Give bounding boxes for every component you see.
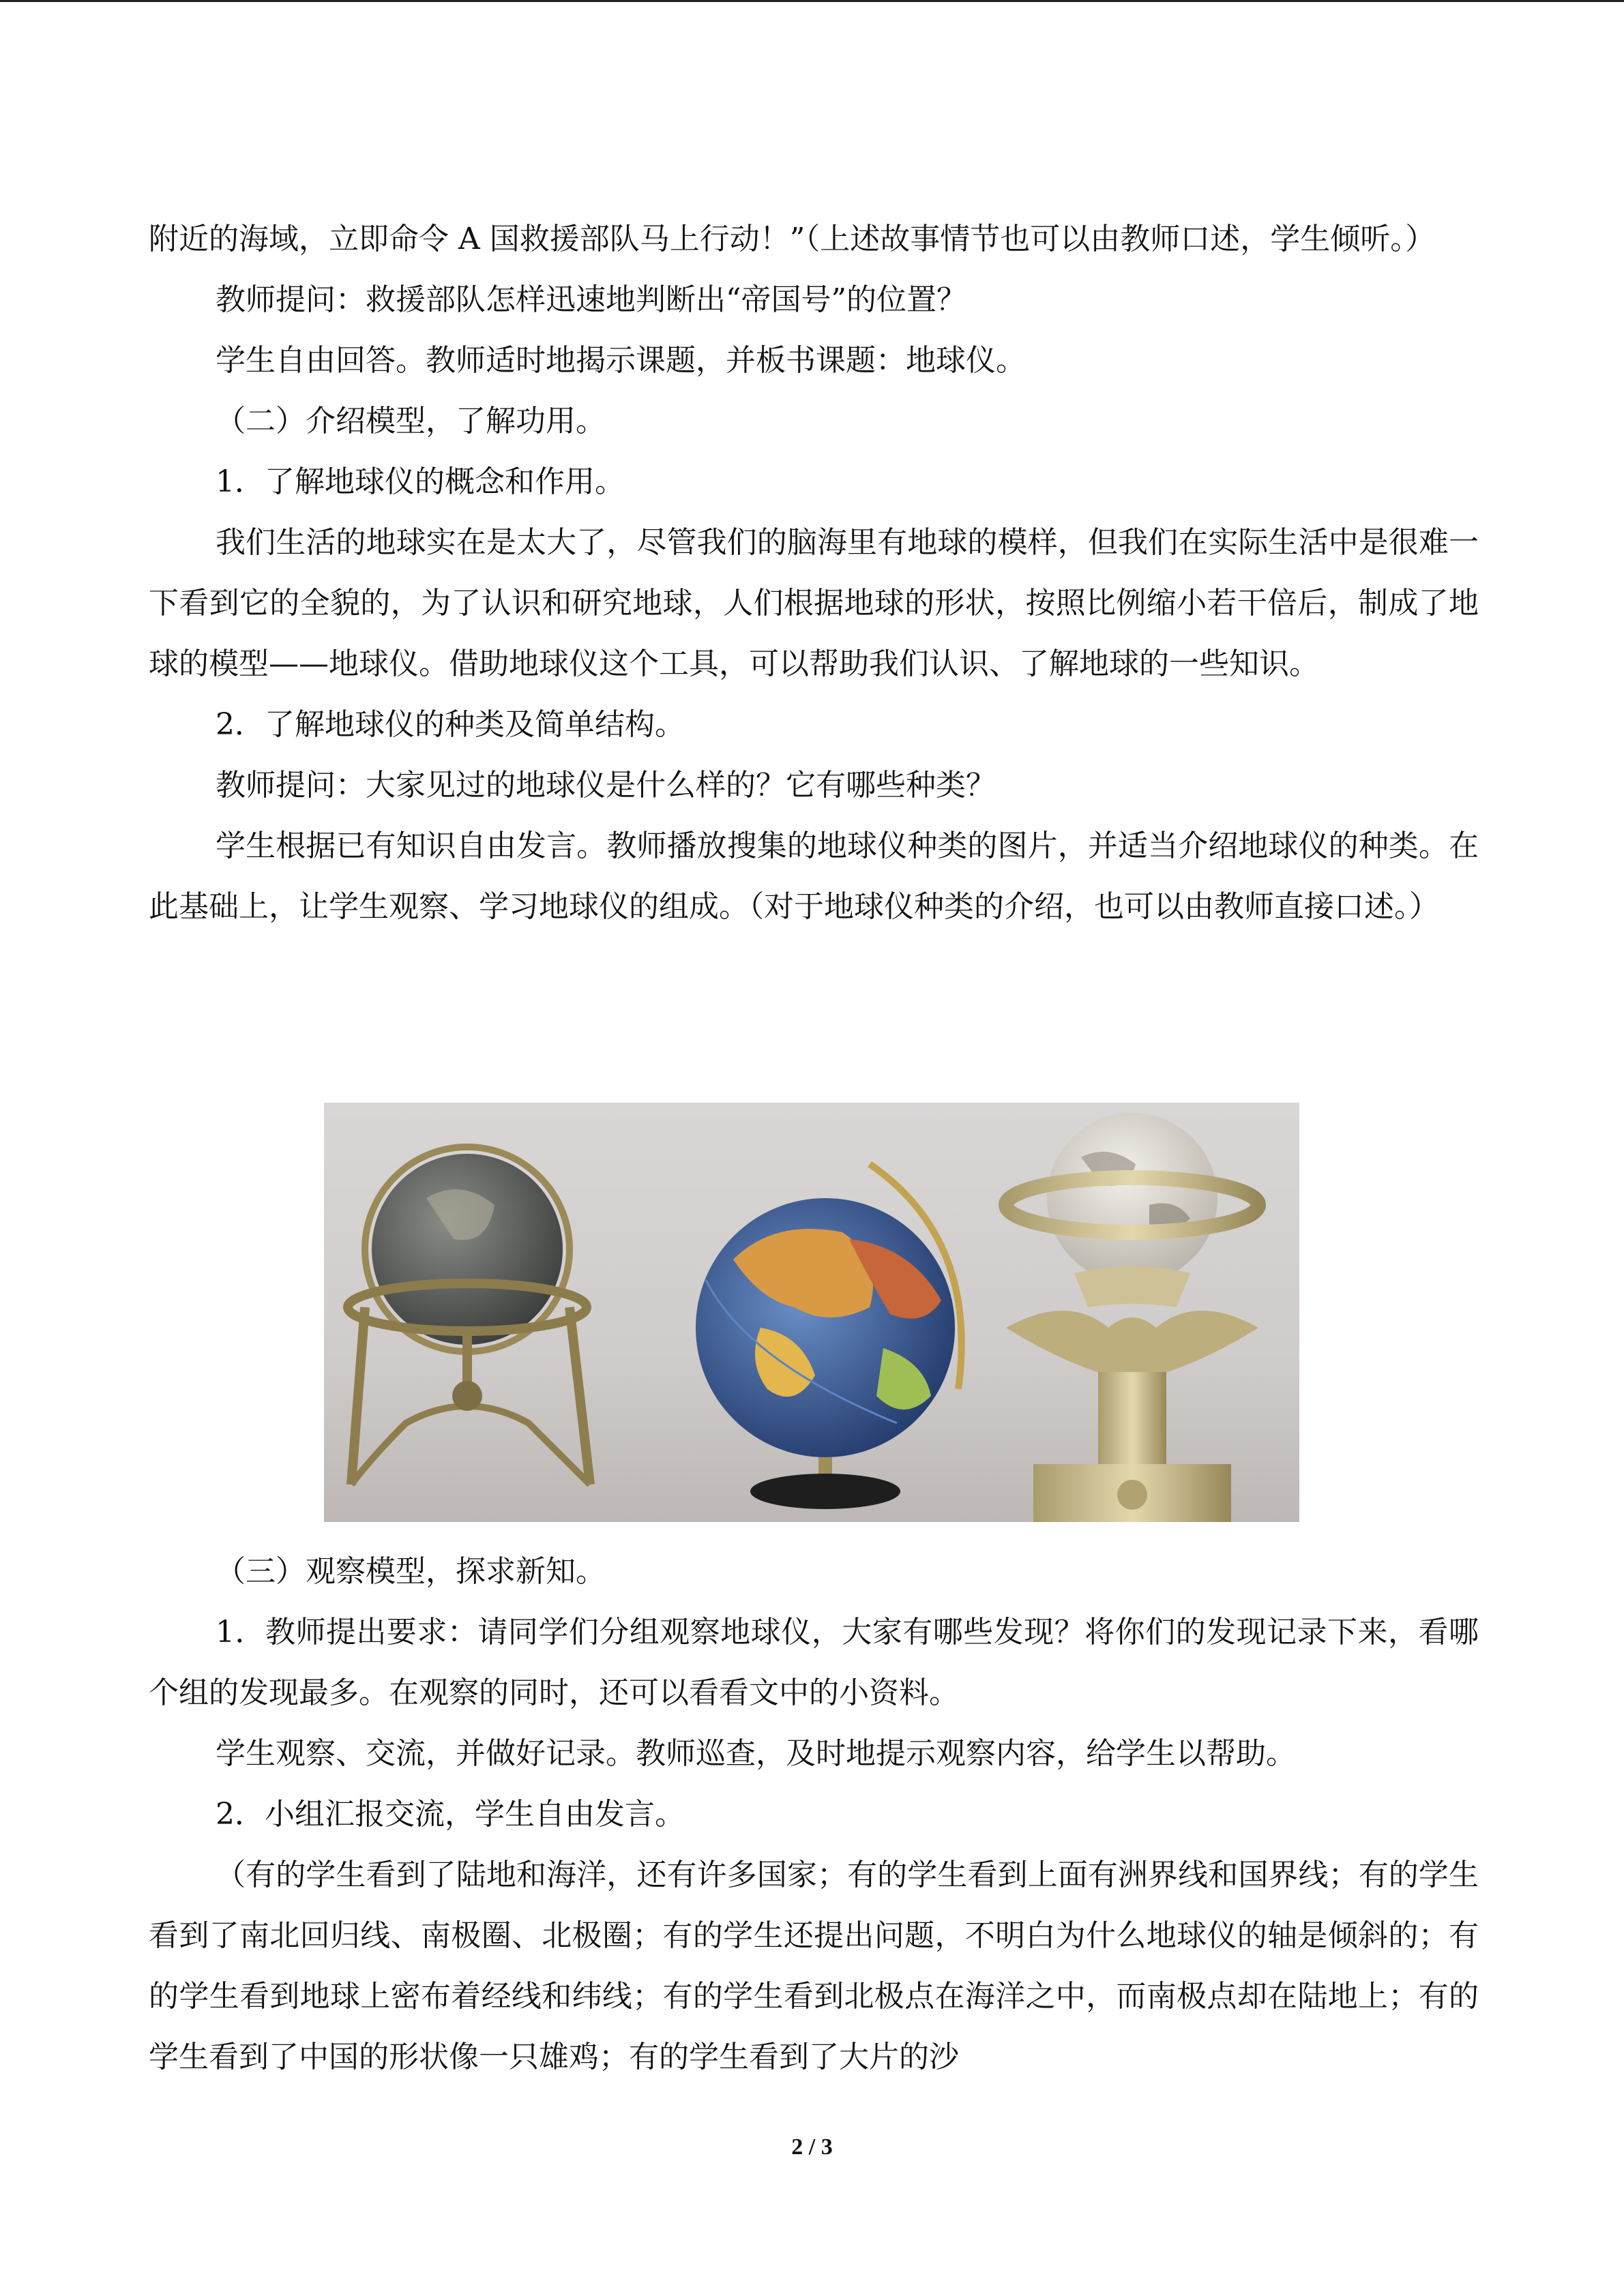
page-top-border bbox=[0, 0, 1624, 2]
paragraph-continuation: 附近的海域，立即命令 A 国救援部队马上行动！”（上述故事情节也可以由教师口述，学生倾听。） bbox=[149, 222, 1436, 256]
paragraph-teacher-requirement: 1．教师提出要求：请同学们分组观察地球仪，大家有哪些发现？将你们的发现记录下来，看哪个组的发现最多。在观察的同时，还可以看看文中的小资料。 bbox=[149, 1615, 1479, 1710]
document-body-top bbox=[149, 209, 1479, 937]
paragraph-student-speech: 学生根据已有知识自由发言。教师播放搜集的地球仪种类的图片，并适当介绍地球仪的种类。在此基础上，让学生观察、学习地球仪的组成。（对于地球仪种类的介绍，也可以由教师直接口述。） bbox=[149, 829, 1479, 924]
subheading-2: 2．了解地球仪的种类及简单结构。 bbox=[216, 707, 685, 742]
political-globe bbox=[696, 1164, 962, 1509]
paragraph-student-observe: 学生观察、交流，并做好记录。教师巡查，及时地提示观察内容，给学生以帮助。 bbox=[216, 1736, 1296, 1771]
subheading-group-report: 2．小组汇报交流，学生自由发言。 bbox=[216, 1797, 685, 1832]
section-heading-3: （三）观察模型，探求新知。 bbox=[216, 1554, 606, 1589]
paragraph-student-findings: （有的学生看到了陆地和海洋，还有许多国家；有的学生看到上面有洲界线和国界线；有的学生看到了南北回归线、南极圈、北极圈；有的学生还提出问题，不明白为什么地球仪的轴是倾斜的；有的学生看到地球上密布着经线和纬线；有的学生看到北极点在海洋之中，而南极点却在陆地上；有的学生看到了中国的形状像一只雄鸡；有的学生看到了大片的沙 bbox=[149, 1858, 1479, 2074]
brass-stand-globe bbox=[348, 1147, 590, 1485]
paragraph-student-answer: 学生自由回答。教师适时地揭示课题，并板书课题：地球仪。 bbox=[216, 343, 1026, 378]
paragraph-teacher-question: 教师提问：救援部队怎样迅速地判断出“帝国号”的位置？ bbox=[216, 282, 966, 317]
subheading-1: 1．了解地球仪的概念和作用。 bbox=[216, 464, 625, 499]
ornate-gold-globe bbox=[1006, 1113, 1258, 1522]
paragraph-globe-concept: 我们生活的地球实在是太大了，尽管我们的脑海里有地球的模样，但我们在实际生活中是很难一下看到它的全貌的，为了认识和研究地球，人们根据地球的形状，按照比例缩小若干倍后，制成了地球的模型——地球仪。借助地球仪这个工具，可以帮助我们认识、了解地球的一些知识。 bbox=[149, 525, 1479, 681]
globes-photo bbox=[324, 1103, 1299, 1522]
paragraph-teacher-question-2: 教师提问：大家见过的地球仪是什么样的？它有哪些种类？ bbox=[216, 768, 996, 803]
document-body-bottom bbox=[149, 1541, 1479, 2087]
page-number: 2 / 3 bbox=[791, 2134, 833, 2160]
section-heading-2: （二）介绍模型，了解功用。 bbox=[216, 404, 606, 438]
